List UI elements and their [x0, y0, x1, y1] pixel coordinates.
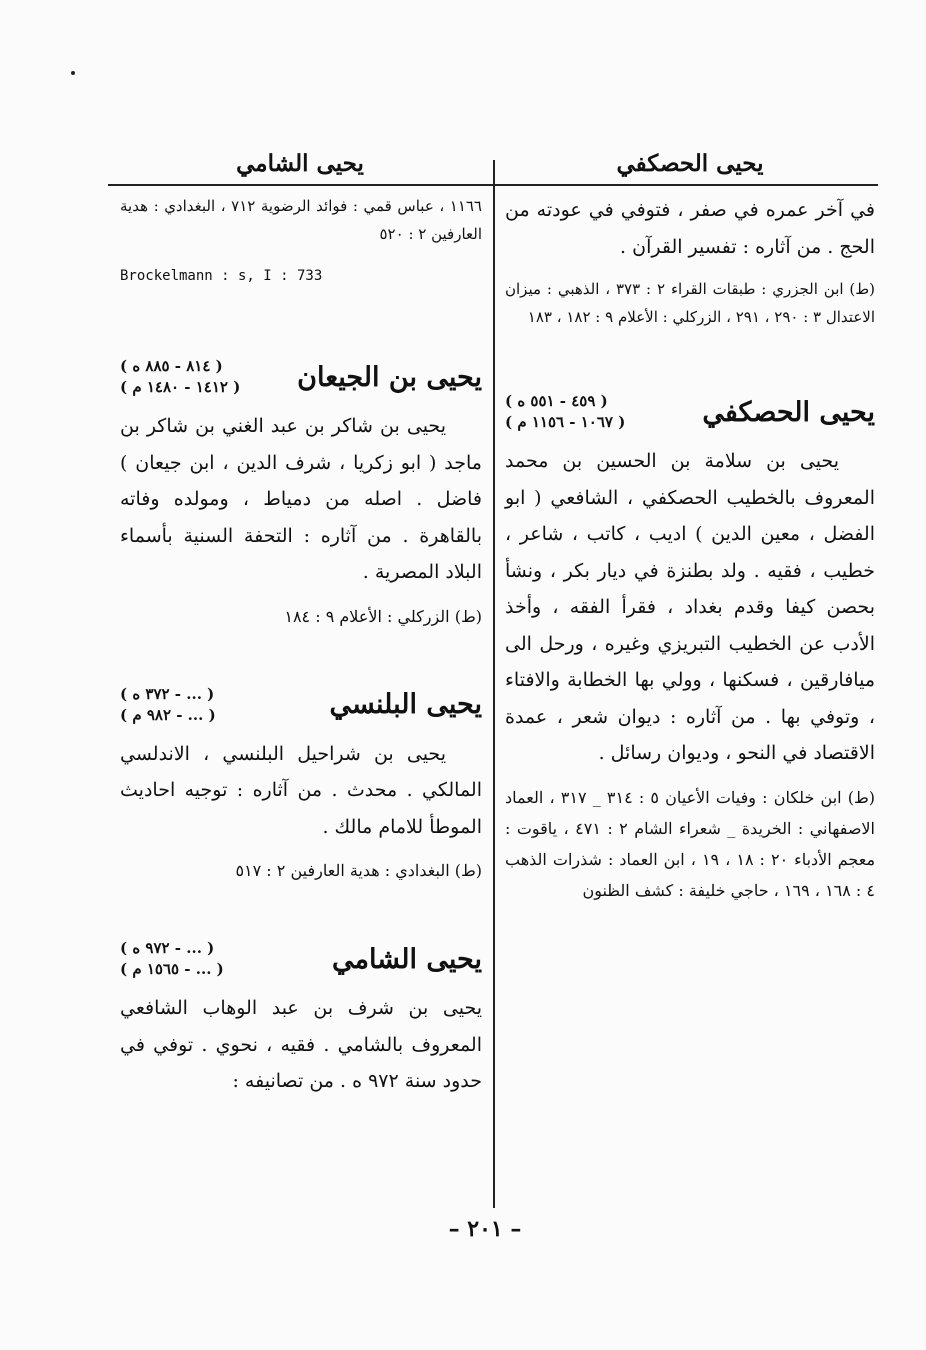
hijri-dates: ( ... - ٩٧٢ ه ): [120, 939, 215, 957]
page-number: – ٢٠١ –: [448, 1216, 522, 1242]
page-speck: [71, 71, 75, 75]
entry-name: يحيى الحصكفي: [702, 396, 875, 428]
entry-text: يحيى بن سلامة بن الحسين بن محمد المعروف بالخطيب الحصكفي ، الشافعي ( ابو الفضل ، معين الدين ) اديب ، كاتب ، شاعر ، خطيب ، فقيه . ولد بطنزة في ديار بكر ، ونشأ بحصن كيفا وقدم بغداد ، فقرأ الفقه ، وأخذ الأدب عن الخطيب التبريزي وغيره ، ورحل الى ميافارقين ، فسكنها ، وولي بها الخطابة والافتاء ، وتوفي بها . من آثاره : ديوان شعر ، عمدة الاقتصاد في النحو ، وديوان رسائل .: [505, 450, 875, 764]
hijri-dates: ( ٤٥٩ - ٥٥١ ه ): [505, 392, 608, 410]
entry-name: يحيى الشامي: [331, 943, 482, 975]
hijri-dates: ( ... - ٣٧٢ ه ): [120, 684, 215, 703]
entry-heading: [120, 356, 482, 398]
entry-dates: [120, 938, 224, 980]
column-divider: [493, 160, 495, 1208]
gregorian-dates: ( ١٤١٢ - ١٤٨٠ م ): [120, 378, 241, 396]
entry-text: يحيى بن شراحيل البلنسي ، الاندلسي المالكي . محدث . من آثاره : توجيه احاديث الموطأ للامام مالك .: [120, 742, 482, 838]
entry-text: يحيى بن شاكر بن عبد الغني بن شاكر بن ماجد ( ابو زكريا ، شرف الدين ، ابن جيعان ) فاضل . اصله من دمياط ، ومولده وفاته بالقاهرة . من آثاره : التحفة السنية بأسماء البلاد المصرية .: [120, 415, 482, 583]
entry-heading: [505, 391, 875, 433]
running-header-left: يحيى الشامي: [236, 150, 364, 177]
entry-references: (ط) ابن خلكان : وفيات الأعيان ٥ : ٣١٤ _ ٣١٧ ، العماد الاصفهاني : الخريدة _ شعراء الشام ٢ : ٤٧١ ، ياقوت : معجم الأدباء ٢٠ : ١٨ ، ١٩ ، ابن العماد : شذرات الذهب ٤ : ١٦٨ ، ١٦٩ ، حاجي خليفة : كشف الظنون: [505, 787, 876, 900]
entry-text: يحيى بن شرف بن عبد الوهاب الشافعي المعروف بالشامي . فقيه ، نحوي . توفي في حدود سنة ٩٧٢ ه . من تصانيفه :: [120, 997, 482, 1092]
entry-references: (ط) البغدادي : هدية العارفين ٢ : ٥١٧: [235, 861, 482, 880]
gregorian-dates: ( ... - ٩٨٢ م ): [120, 705, 216, 724]
continued-references: ١١٦٦ ، عباس قمي : فوائد الرضوية ٧١٢ ، البغدادي : هدية العارفين ٢ : ٥٢٠: [120, 197, 482, 243]
entry-dates: [505, 391, 625, 433]
left-column: [120, 192, 482, 1100]
running-header-right: يحيى الحصكفي: [616, 150, 764, 177]
continued-references: (ط) ابن الجزري : طبقات القراء ٢ : ٣٧٣ ، الذهبي : ميزان الاعتدال ٣ : ٢٩٠ ، ٢٩١ ، الزركلي : الأعلام ٩ : ١٨٢ ، ١٨٣: [505, 280, 875, 326]
hijri-dates: ( ٨١٤ - ٨٨٥ ه ): [120, 357, 223, 375]
entry-heading: [120, 684, 482, 726]
entry-heading: [120, 938, 482, 980]
continued-text: في آخر عمره في صفر ، فتوفي في عودته من الحج . من آثاره : تفسير القرآن .: [505, 199, 875, 258]
entry-references: (ط) الزركلي : الأعلام ٩ : ١٨٤: [284, 606, 482, 626]
gregorian-dates: ( ١٠٦٧ - ١١٥٦ م ): [505, 413, 626, 431]
gregorian-dates: ( ... - ١٥٦٥ م ): [120, 960, 224, 978]
right-column: [505, 192, 875, 906]
entry-name: يحيى البلنسي: [329, 689, 482, 720]
entry-dates: [120, 356, 240, 398]
entry-dates: [120, 684, 216, 726]
latin-reference: Brockelmann : s, I : 733: [120, 268, 323, 284]
entry-name: يحيى بن الجيعان: [297, 361, 482, 393]
